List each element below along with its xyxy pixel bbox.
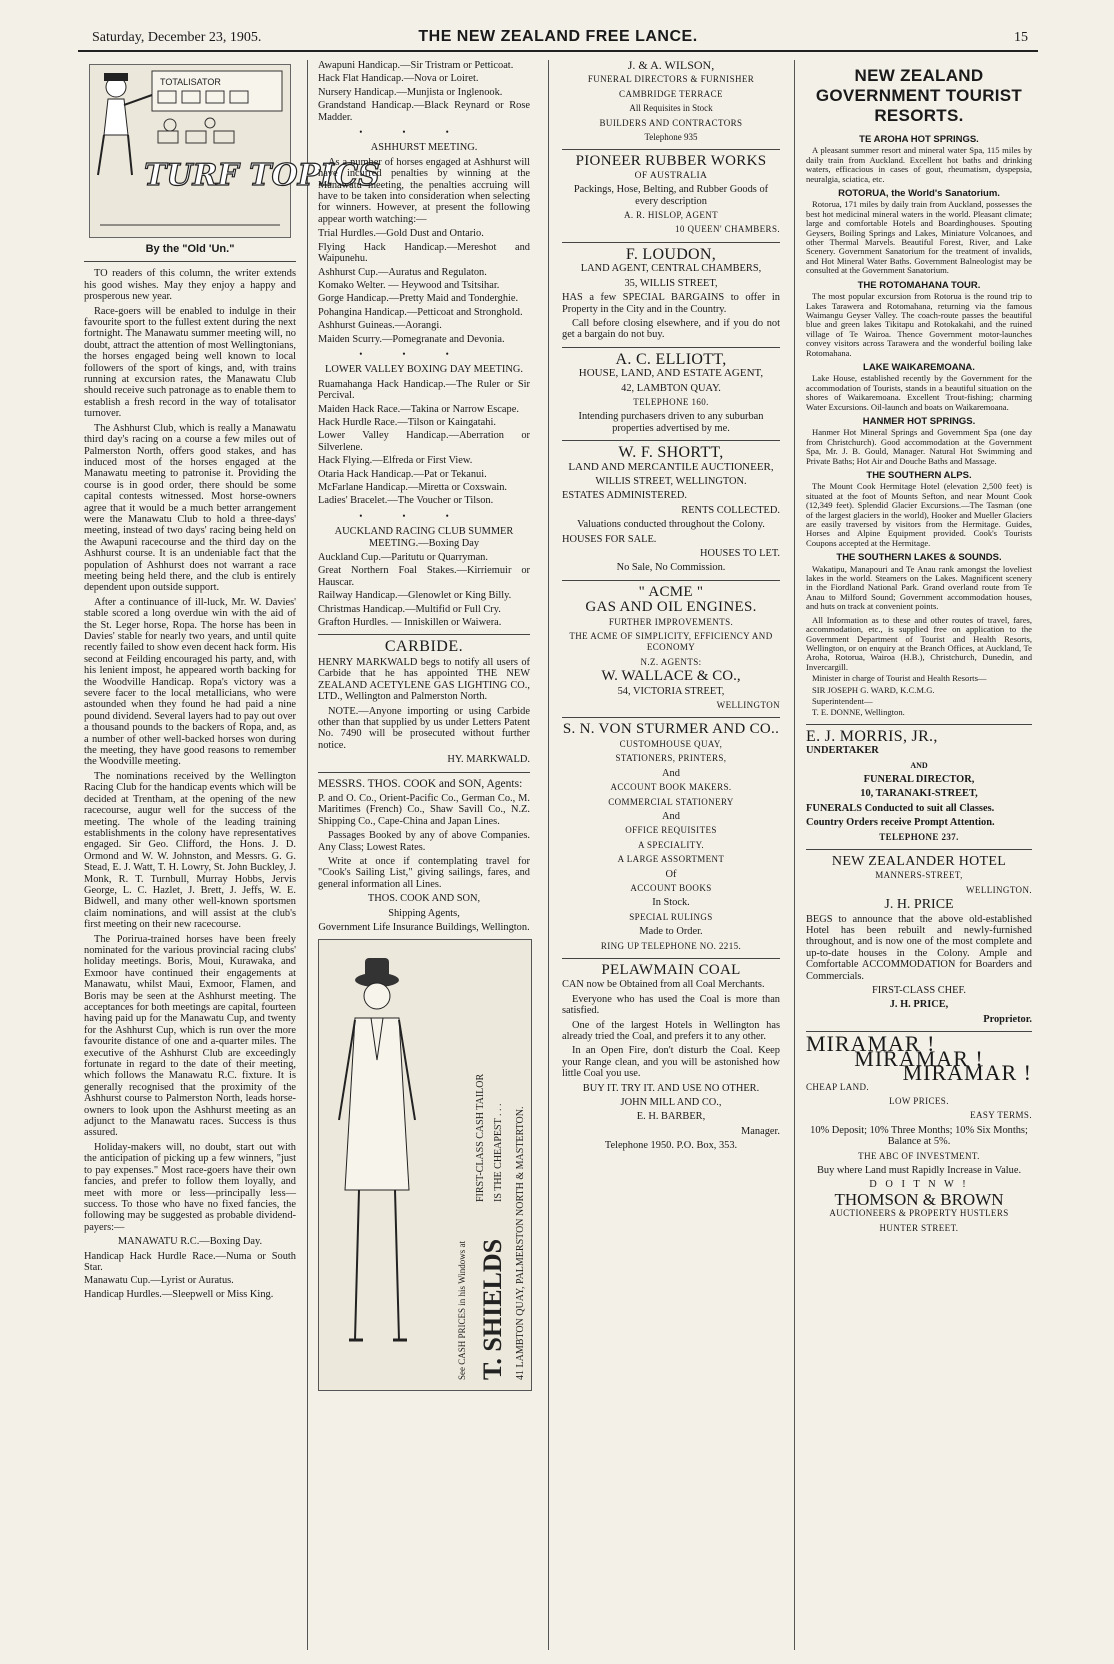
- resort-heading: ROTORUA, the World's Sanatorium.: [838, 188, 1000, 200]
- sturmer-line: In Stock.: [652, 897, 690, 909]
- cook-heading: MESSRS. THOS. COOK and SON, Agents:: [318, 777, 523, 790]
- resort-section: [806, 362, 1032, 412]
- pioneer-sub: OF AUSTRALIA: [634, 170, 708, 181]
- race-tip: Maiden Scurry.—Pomegranate and Devonia.: [318, 333, 505, 345]
- elliott-text: Intending purchasers driven to any suburban properties advertised by me.: [578, 411, 764, 434]
- resort-heading: LAKE WAIKAREMOANA.: [863, 361, 975, 373]
- shortt-title: W. F. SHORTT,: [618, 444, 724, 462]
- turf-topics-lettering: TURF TOPICS: [144, 158, 380, 193]
- coal-signature: Manager.: [741, 1125, 780, 1137]
- shields-line: FIRST-CLASS CASH TAILOR: [475, 1074, 486, 1203]
- turf-topics-cartoon: [89, 64, 380, 238]
- resort-section: [806, 552, 1032, 611]
- race-tip: Komako Welter. — Heywood and Tsitsihar.: [318, 279, 500, 291]
- morris-line: UNDERTAKER: [806, 745, 879, 757]
- paragraph: The nominations received by the Wellington Racing Club for the handicap events which will be decided at Trentham, at the opening of the new racecourse, augur well for the success of the meeting. The whole of the leading training establishments in the colony have representatives engaged. Sir Geo. Clifford, the Hons. J. D. Ormond and W. W. Johnston, and Messrs. G. G. Stead, E. J. Watt, T. H. Lowry, St. John Buckley, J. Monk, R. T. Turnbull, Murray Hobbs, Jervis George, L. C. Hazlet, J. Brett, J. Jeffs, W. E. Bidwell, and many other well-known sportsmen claim nominations, and will assist at the club's first meeting on their new racecourse.: [84, 770, 296, 931]
- miramar-line: THE ABC OF INVESTMENT.: [858, 1150, 980, 1161]
- column-race-tips: [318, 60, 530, 1650]
- gentleman-illustration: [319, 940, 531, 1390]
- page-header: [78, 28, 1038, 52]
- resort-heading: HANMER HOT SPRINGS.: [862, 415, 976, 427]
- divider: [562, 958, 780, 959]
- sturmer-line: STATIONERS, PRINTERS,: [615, 753, 727, 764]
- sturmer-line: And: [662, 767, 680, 779]
- paragraph: The Porirua-trained horses have been freely nominated for the various provincial racing clubs' holiday meetings. Boris, Moui, Kurawaka, and Exmoor have continued their engagements at Manawatu, whilst Maui, Exmoor, Flamen, and Boris may be seen at the Ashhurst meeting. The acceptances for both meetings are capital, fourteen having paid up for the Manawatu Cup, and twenty for the Ashhurst Cup, which is run over the more favourite distance of one and a-quarter miles. The executive of the Ashhurst Club are exceedingly fortunate in regard to the date of their meeting, which follows the Manawatu R.C. fixture. It is generally recognised that the proximity of the Ashhurst course to Palmerston North, leads horse-owners to look upon the Ashhurst meeting as an adjunct to the Manawatu races. Success is thus assured.: [84, 933, 296, 1139]
- separator: •••: [359, 510, 489, 521]
- coal-signature: Telephone 1950. P.O. Box, 353.: [604, 1140, 738, 1152]
- separator: •••: [359, 348, 489, 359]
- coal-signature: JOHN MILL AND CO.,: [620, 1097, 722, 1109]
- coal-signature: E. H. BARBER,: [636, 1111, 706, 1123]
- resort-text: Rotorua, 171 miles by daily train from Auckland, possesses the best hot medicinal mineral waters in the world. Pleasant climate; large and comfortable Hotels and Boardinghouses. Spouting Geysers, Boiling Springs and Lakes, Miniature Volcanoes, and other Thermal Marvels. Beautiful Forest, River, and Lake Scenery. Government Sanatorium for the treatment of invalids, and Hot Mineral Water Baths. Government Balneologist may be consulted at the Government Sanatorium.: [806, 199, 1032, 276]
- race-tip: Gorge Handicap.—Pretty Maid and Tonderghie.: [318, 293, 519, 305]
- wilson-line: BUILDERS AND CONTRACTORS: [599, 117, 743, 128]
- resort-text: Hanmer Hot Mineral Springs and Government Spa (one day from Christchurch). Good accommodation at the Government Spa, Mr. J. B. Gould, Manager. Natural Hot Swimming and Private Baths; Hot Air and Douche Baths and Massage.: [806, 427, 1032, 466]
- sturmer-line: Made to Order.: [639, 926, 703, 938]
- header-date: Saturday, December 23, 1905.: [92, 30, 262, 45]
- race-tip: Lower Valley Handicap.—Aberration or Silverlene.: [318, 430, 530, 453]
- elliott-title: A. C. ELLIOTT,: [615, 350, 727, 368]
- tourist-resorts-title: NEW ZEALAND GOVERNMENT TOURIST RESORTS.: [815, 66, 1023, 125]
- divider: [562, 717, 780, 718]
- shortt-line: ESTATES ADMINISTERED.: [562, 490, 688, 502]
- divider: [562, 580, 780, 581]
- resort-heading: THE SOUTHERN ALPS.: [866, 470, 972, 481]
- shields-line: 41 LAMBTON QUAY, PALMERSTON NORTH & MASTERTON.: [515, 1106, 526, 1381]
- resort-section: [806, 188, 1032, 276]
- acme-line: THE ACME OF SIMPLICITY, EFFICIENCY AND ECONOMY: [569, 631, 773, 653]
- superintendent-name: T. E. DONNE, Wellington.: [812, 707, 905, 718]
- resort-section: [806, 134, 1032, 184]
- hotel-line: MANNERS-STREET,: [875, 870, 963, 881]
- meeting-heading: LOWER VALLEY BOXING DAY MEETING.: [325, 364, 523, 376]
- acme-line: W. WALLACE & CO.,: [601, 668, 741, 685]
- morris-line: 10, TARANAKI-STREET,: [860, 788, 978, 800]
- race-tip: Awapuni Handicap.—Sir Tristram or Petticoat.: [318, 60, 514, 71]
- cook-signature: Shipping Agents,: [388, 907, 460, 919]
- shortt-line: HOUSES TO LET.: [700, 548, 780, 559]
- sturmer-line: ACCOUNT BOOK MAKERS.: [610, 782, 732, 793]
- divider: [562, 347, 780, 348]
- miramar-heading: MIRAMAR !: [902, 1060, 1032, 1086]
- coal-text: CAN now be Obtained from all Coal Merchants.: [562, 979, 765, 991]
- column-rule: [794, 60, 795, 1650]
- column-rule: [307, 60, 308, 1650]
- miramar-heading: MIRAMAR !: [854, 1045, 984, 1071]
- resort-heading: TE AROHA HOT SPRINGS.: [859, 134, 979, 145]
- shortt-line: HOUSES FOR SALE.: [562, 533, 657, 545]
- race-tip: Otaria Hack Handicap.—Pat or Tekanui.: [318, 468, 487, 480]
- sturmer-line: And: [662, 810, 680, 822]
- coal-text: BUY IT. TRY IT. AND USE NO OTHER.: [582, 1082, 760, 1094]
- loudon-text: HAS a few SPECIAL BARGAINS to offer in Property in the City and in the Country.: [562, 292, 780, 315]
- loudon-line: LAND AGENT, CENTRAL CHAMBERS,: [580, 263, 762, 275]
- resort-text: Wakatipu, Manapouri and Te Anau rank amongst the loveliest lakes in the world. Steamers on the Lakes. Magnificent scenery in the Fiordland National Park. Grand overland route from Te Anau to Milford Sound; Government accommodation houses, and huts on track at convenient points.: [806, 563, 1032, 612]
- cook-signature: THOS. COOK AND SON,: [367, 893, 481, 905]
- morris-line: Country Orders receive Prompt Attention.: [806, 817, 995, 829]
- divider: [806, 849, 1032, 850]
- loudon-line: 35, WILLIS STREET,: [624, 277, 718, 289]
- coal-title: PELAWMAIN COAL: [601, 961, 741, 978]
- race-tip: Ashhurst Cup.—Auratus and Regulaton.: [318, 266, 487, 278]
- resort-text: The Mount Cook Hermitage Hotel (elevation 2,500 feet) is situated at the foot of Mounts Sefton, and near Mount Cook (12,349 feet). Splendid Glacier Excursions.—The Tasman (one of the largest glaciers in the world), Hooker and Mueller Glaciers are easily traversed by visitors from the Hermitage. Guides, Horses and Alpine Equipment provided. Cook's Tourists Coupons accepted at the Hermitage.: [806, 481, 1032, 548]
- sturmer-line: SPECIAL RULINGS: [629, 911, 713, 922]
- morris-line: FUNERAL DIRECTOR,: [863, 773, 975, 785]
- race-tip: Flying Hack Handicap.—Mereshot and Waipunehu.: [318, 241, 530, 265]
- elliott-telephone: TELEPHONE 160.: [633, 396, 709, 407]
- sturmer-line: COMMERCIAL STATIONERY: [608, 796, 734, 807]
- paragraph: After a continuance of ill-luck, Mr. W. Davies' stable scored a long overdue win with the aid of the St. Leger horse, Ropa. The horse has been in Davies' stable for nearly two years, and until quite recently failed to show even decent hack form. His second at Feilding encouraged his party, and, with his lenient impost, he appeared worth backing for the Woodville Handicap. Ropa's victory was a severe facer to the local metallicians, who were astounded when they found he had paid a nine pound dividend. Several layers had to pay out over a thousand pounds to the backers of Ropa, and, as a number of other well-backed horses won during the meeting, they have good reasons to remember the Woodville meeting.: [84, 596, 296, 768]
- race-tip: Handicap Hack Hurdle Race.—Numa or South Star.: [84, 1250, 296, 1273]
- hotel-line: J. H. PRICE: [884, 897, 954, 913]
- miramar-line: HUNTER STREET.: [879, 1222, 959, 1233]
- race-tip: Ruamahanga Hack Handicap.—The Ruler or Sir Percival.: [318, 378, 530, 402]
- miramar-line: AUCTIONEERS & PROPERTY HUSTLERS: [829, 1208, 1009, 1219]
- race-tip: Grafton Hurdles. — Inniskillen or Waiwera.: [318, 617, 502, 629]
- pioneer-text: Packings, Hose, Belting, and Rubber Goods of every description: [573, 184, 769, 207]
- coal-text: One of the largest Hotels in Wellington has already tried the Coal, and prefers it to any other.: [562, 1019, 780, 1042]
- miramar-heading: MIRAMAR !: [806, 1031, 936, 1057]
- miramar-line: D O I T N W !: [869, 1179, 969, 1191]
- hotel-text: BEGS to announce that the above old-established Hotel has been rebuilt and newly-furnished throughout, and is now one of the most complete and up-to-date houses in the Colony. Ample and Comfortable ACCOMMODATION for Boarders and Commercials.: [806, 913, 1032, 982]
- race-tip: Hack Flying.—Elfreda or First View.: [318, 455, 473, 467]
- resort-text: The most popular excursion from Rotorua is the round trip to Lakes Tarawera and Rotomahana, returning via the famous Waimangu Geyser Valley. The coach-route passes the beautiful blue and green lakes Tikitapu and Rotokakahi, and the ruined village of Te Wairoa. Thence Government motor-launches convey visitors across Tarawera and the wonderful boiling lake Rotomahana.: [806, 291, 1032, 358]
- morris-telephone: TELEPHONE 237.: [879, 831, 959, 842]
- hotel-line: WELLINGTON.: [966, 884, 1032, 895]
- resort-information: All Information as to these and other routes of travel, fares, accommodation, etc., is supplied free on application to the Government Department of Tourist and Health Resorts, Wellington, or on enquiry at the Branch Offices, at Auckland, Te Aroha, Rotorua, Wairoa (H.B.), Christchurch, Dunedin, and Invercargill.: [806, 614, 1032, 672]
- resort-section: [806, 280, 1032, 358]
- coal-text: In an Open Fire, don't disturb the Coal. Keep your Range clean, and you will be astonished how little Coal you use.: [562, 1045, 780, 1080]
- meeting-heading: AUCKLAND RACING CLUB SUMMER MEETING.—Boxing Day: [334, 526, 514, 549]
- meeting-heading: MANAWATU R.C.—Boxing Day.: [117, 1236, 263, 1248]
- minister-name: SIR JOSEPH G. WARD, K.C.M.G.: [812, 684, 935, 695]
- hotel-title: NEW ZEALANDER HOTEL: [831, 854, 1007, 869]
- carbide-signature: HY. MARKWALD.: [447, 754, 530, 766]
- miramar-line: LOW PRICES.: [889, 1095, 949, 1106]
- miramar-line: THOMSON & BROWN: [834, 1189, 1004, 1209]
- morris-line: FUNERALS Conducted to suit all Classes.: [806, 802, 995, 814]
- sturmer-line: RING UP TELEPHONE NO. 2215.: [600, 940, 742, 951]
- cook-signature: Government Life Insurance Buildings, Wellington.: [318, 922, 530, 933]
- elliott-address: 42, LAMBTON QUAY.: [621, 382, 721, 394]
- coal-text: Everyone who has used the Coal is more than satisfied.: [562, 993, 780, 1017]
- miramar-line: EASY TERMS.: [970, 1110, 1032, 1121]
- race-tip: McFarlane Handicap.—Miretta or Coxswain.: [318, 482, 507, 493]
- race-tip: Trial Hurdles.—Gold Dust and Ontario.: [318, 228, 484, 240]
- race-tip: Maiden Hack Race.—Takina or Narrow Escape.: [318, 403, 519, 415]
- resort-section: [806, 470, 1032, 548]
- wilson-name: J. & A. WILSON,: [627, 58, 715, 72]
- column-advertisements: [562, 60, 780, 1650]
- race-tip: Ladies' Bracelet.—The Voucher or Tilson.: [318, 495, 494, 507]
- race-tip: Handicap Hurdles.—Sleepwell or Miss King.: [84, 1288, 274, 1300]
- sturmer-line: ACCOUNT BOOKS: [630, 882, 712, 893]
- acme-title: GAS AND OIL ENGINES.: [585, 599, 757, 616]
- pioneer-address: 10 QUEEN' CHAMBERS.: [675, 224, 780, 235]
- loudon-text: Call before closing elsewhere, and if you do not get a bargain do not buy.: [562, 317, 780, 341]
- acme-line: FURTHER IMPROVEMENTS.: [608, 616, 734, 627]
- race-tip: Hack Hurdle Race.—Tilson or Kaingatahi.: [318, 416, 496, 428]
- paragraph: TO readers of this column, the writer extends his good wishes. May they enjoy a happy and prosperous new year.: [84, 268, 296, 303]
- wilson-line: CAMBRIDGE TERRACE: [619, 88, 723, 99]
- paragraph: The Ashhurst Club, which is really a Manawatu third day's racing on a course a few miles out of Palmerston North, offers good stakes, and has induced most of the horses engaged at the Manawatu meeting to patronise it. Providing the course is in good order, there should be some capital contests witnessed. Most horse-owners agree that it would be a much better arrangement were the Manawatu Club to hold a three-days' meeting, instead of two days' racing being held on the Awapuni racecourse and the third day on the Ashhurst course. It is an undeniable fact that the population of Ashhurst does not warrant a race meeting being held there, and the club is entirely dependent upon outside support.: [84, 422, 296, 594]
- divider: [562, 242, 780, 243]
- race-tip: Ashhurst Guineas.—Aorangi.: [318, 320, 442, 332]
- meeting-heading: ASHHURST MEETING.: [370, 142, 478, 154]
- elliott-text: HOUSE, LAND, AND ESTATE AGENT,: [578, 367, 764, 380]
- resort-heading: THE ROTOMAHANA TOUR.: [857, 279, 981, 291]
- race-tip: Pohangina Handicap.—Petticoat and Stronghold.: [318, 306, 523, 318]
- race-tip: Railway Handicap.—Glenowlet or King Billy.: [318, 590, 512, 602]
- carbide-title: CARBIDE.: [384, 638, 464, 656]
- miramar-line: 10% Deposit; 10% Three Months; 10% Six Months; Balance at 5%.: [810, 1124, 1028, 1148]
- shortt-line: LAND AND MERCANTILE AUCTIONEER,: [568, 460, 774, 473]
- hotel-line: FIRST-CLASS CHEF.: [871, 985, 967, 997]
- loudon-title: F. LOUDON,: [625, 245, 717, 263]
- resort-heading: THE SOUTHERN LAKES & SOUNDS.: [836, 552, 1002, 564]
- cook-text: Write at once if contemplating travel for "Cook's Sailing List," giving sailings, fares, and general information all Lines.: [318, 855, 530, 890]
- acme-line: 54, VICTORIA STREET,: [617, 685, 725, 697]
- acme-line: N.Z. AGENTS:: [640, 656, 702, 667]
- carbide-note: NOTE.—Anyone importing or using Carbide other than that supplied by us under Letters Patent No. 7490 will be prosecuted without further notice.: [318, 705, 530, 751]
- race-tip: Hack Flat Handicap.—Nova or Loiret.: [318, 73, 479, 85]
- paragraph: As a number of horses engaged at Ashhurst will have incurred penalties by winning at the Manawatu meeting, the penalties accruing will have to be taken into consideration when selecting for winners. However, at present the following appear worth watching:—: [318, 156, 530, 225]
- race-tip: Nursery Handicap.—Munjista or Inglenook.: [318, 86, 503, 98]
- shortt-line: Valuations conducted throughout the Colony.: [577, 519, 765, 531]
- byline: By the "Old 'Un.": [84, 244, 296, 262]
- wilson-line: Telephone 935: [644, 132, 698, 143]
- page-number: 15: [1014, 30, 1028, 45]
- separator: •••: [359, 127, 489, 138]
- race-tip: Grandstand Handicap.—Black Reynard or Rose Madder.: [318, 100, 530, 123]
- hotel-line: J. H. PRICE,: [889, 999, 949, 1011]
- superintendent-label: Superintendent—: [812, 695, 873, 706]
- resort-section: [806, 416, 1032, 466]
- resort-text: A pleasant summer resort and mineral water Spa, 115 miles by daily train from Auckland. Excellent hot baths and drinking waters, efficacious in cases of gout, rheumatism, dyspepsia, neuralgia, sciatica, etc.: [806, 145, 1032, 184]
- sturmer-line: A SPECIALITY.: [637, 839, 705, 850]
- resort-text: Lake House, established recently by the Government for the accommodation of Tourists, stands in a beautiful situation on the shores of Waikaremoana. Excellent Trout-fishing; charming Water Excursions. Oil-launch and boats on Waikaremoana.: [806, 373, 1032, 412]
- pioneer-title: PIONEER RUBBER WORKS: [575, 153, 767, 170]
- shields-tailor-ad: [318, 939, 532, 1391]
- sturmer-line: CUSTOMHOUSE QUAY,: [619, 738, 723, 749]
- divider: [562, 440, 780, 441]
- hotel-line: Proprietor.: [983, 1013, 1032, 1025]
- sturmer-line: OFFICE REQUISITES: [625, 825, 717, 836]
- race-tip: Manawatu Cup.—Lyrist or Auratus.: [84, 1275, 234, 1287]
- column-rule: [548, 60, 549, 1650]
- divider: [562, 149, 780, 150]
- paragraph: Holiday-makers will, no doubt, start out with the anticipation of picking up a few winners, "just to pay expenses." Most race-goers have their own fancies, and prefer to follow them loyally, and meet with more or less—principally less—success. To those who have no fixed fancies, the following may be suggested as probable dividend-payers:—: [84, 1141, 296, 1233]
- race-tip: Great Northern Foal Stakes.—Kirriemuir or Hauscar.: [318, 565, 530, 588]
- minister-label: Minister in charge of Tourist and Health Resorts—: [812, 673, 987, 684]
- newspaper-title: THE NEW ZEALAND FREE LANCE.: [418, 28, 698, 45]
- cook-text: Passages Booked by any of above Companies. Any Class; Lowest Rates.: [318, 830, 530, 853]
- shortt-line: WILLIS STREET, WELLINGTON.: [595, 475, 747, 487]
- wilson-line: All Requisites in Stock: [629, 103, 713, 114]
- totalisator-sign: TOTALISATOR: [160, 77, 221, 87]
- sturmer-line: Of: [665, 868, 677, 880]
- shields-line: IS THE CHEAPEST . . .: [493, 1103, 504, 1203]
- column-tourist-resorts: [806, 60, 1032, 1650]
- divider: [318, 772, 530, 773]
- morris-title: E. J. MORRIS, JR.,: [806, 727, 938, 745]
- acme-line: WELLINGTON: [716, 700, 780, 711]
- pioneer-agent: A. R. HISLOP, AGENT: [623, 210, 719, 221]
- shortt-line: RENTS COLLECTED.: [681, 504, 780, 516]
- race-tip: Christmas Handicap.—Multifid or Full Cry.: [318, 603, 501, 615]
- miramar-line: CHEAP LAND.: [806, 1081, 870, 1092]
- acme-title: " ACME ": [638, 583, 704, 600]
- paragraph: Race-goers will be enabled to indulge in their favourite sport to the fullest extent during the next fortnight. The Manawatu summer meeting will, no doubt, attract the attention of most Wellingtonians, the horses engaged being well known to local followers of the sport of kings, and, with trains running at excursion rates, the Manawatu Club should receive such patronage as to enable them to establish a fresh record in the way of totalisator turnover.: [84, 305, 296, 420]
- jockey-illustration: [90, 65, 380, 237]
- sturmer-line: A LARGE ASSORTMENT: [617, 854, 725, 865]
- divider: [318, 634, 530, 635]
- cook-text: P. and O. Co., Orient-Pacific Co., German Co., M. Maritimes (French) Co., Shaw Savill Co., N.Z. Shipping Co., Cape-China and Japan Lines.: [318, 792, 530, 827]
- shields-line: See CASH PRICES in his Windows at: [457, 1241, 467, 1381]
- shields-name: T. SHIELDS: [478, 1239, 507, 1381]
- sturmer-title: S. N. VON STURMER AND CO..: [562, 721, 780, 738]
- wilson-line: FUNERAL DIRECTORS & FURNISHER: [587, 74, 755, 85]
- morris-line: AND: [910, 760, 928, 770]
- divider: [806, 724, 1032, 725]
- race-tip: Auckland Cup.—Paritutu or Quarryman.: [318, 552, 488, 564]
- carbide-text: HENRY MARKWALD begs to notify all users of Carbide that he has appointed THE NEW ZEALAND ACETYLENE GAS LIGHTING CO., LTD., Wellington and Palmerston North.: [318, 656, 530, 703]
- shortt-line: No Sale, No Commission.: [616, 562, 726, 574]
- miramar-line: Buy where Land must Rapidly Increase in Value.: [816, 1164, 1022, 1176]
